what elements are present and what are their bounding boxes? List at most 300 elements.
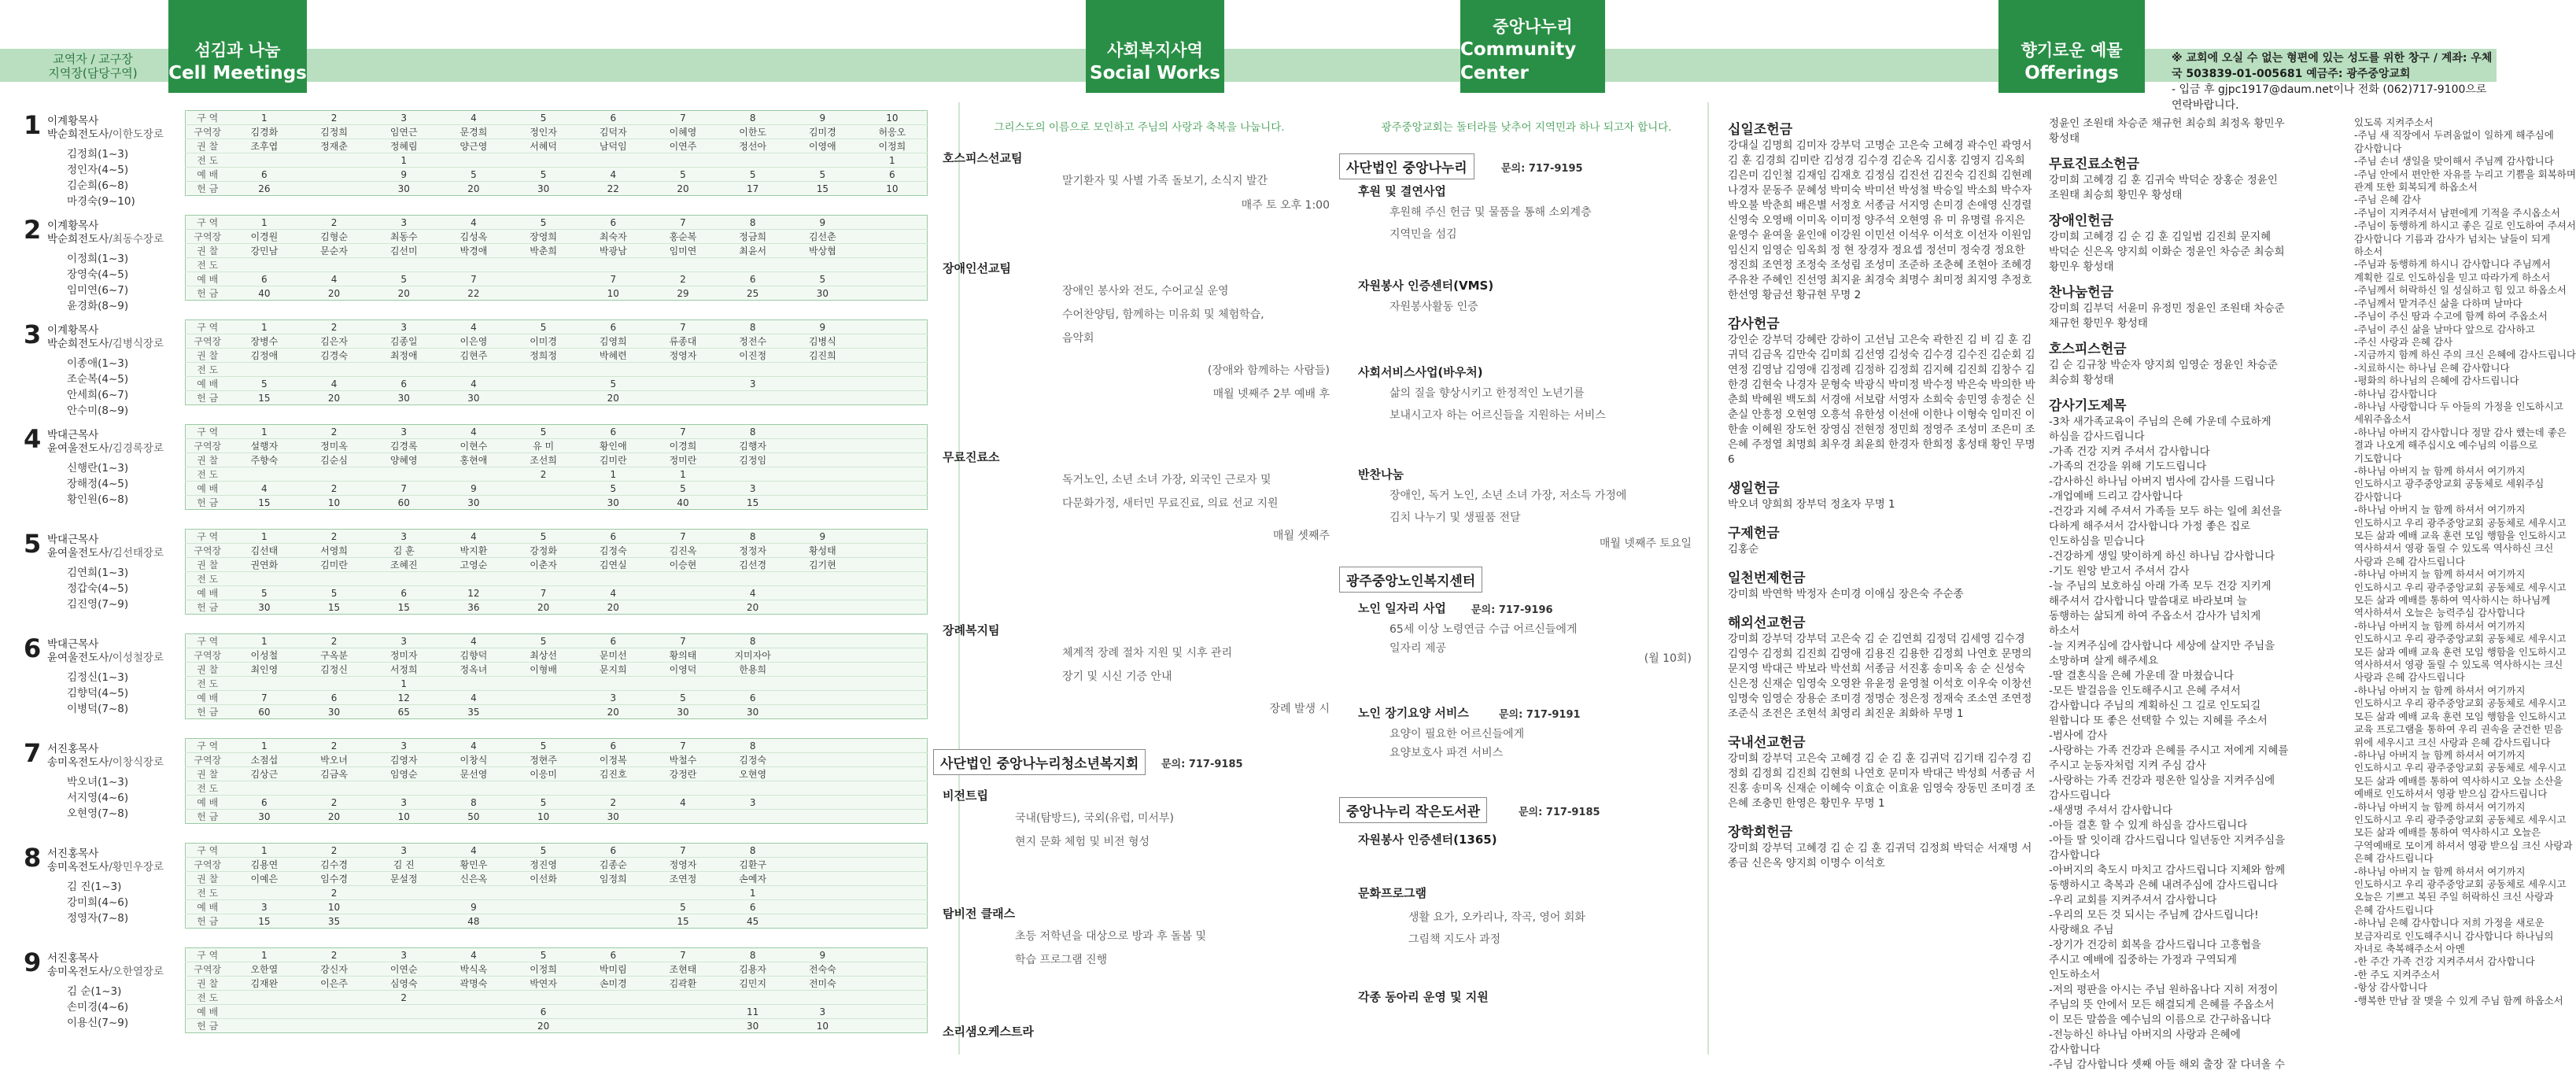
table-cell: 김진호	[578, 767, 648, 781]
prayer-line: 사랑과 은혜 감사드립니다	[2354, 555, 2465, 567]
leader-evangelist	[47, 966, 201, 979]
offering-line: -가족의 건강을 위해 기도드립니다	[2049, 460, 2207, 473]
table-row	[186, 425, 928, 439]
table-cell	[858, 349, 928, 363]
table-cell: 7	[648, 948, 718, 962]
prayer-line: 감사합니다	[2354, 142, 2402, 154]
table-cell: 김미경	[788, 125, 858, 139]
table-cell: 5	[648, 691, 718, 705]
leader-pastor: 서진홍목사	[47, 952, 99, 965]
row-label: 구역장	[186, 544, 230, 558]
table-cell	[788, 914, 858, 929]
table-cell: 20	[327, 287, 341, 299]
table-cell: 9	[788, 216, 858, 230]
table-cell	[648, 600, 718, 615]
prayer-line: -주님 손녀 생일을 맞이해서 주님께 감사합니다	[2354, 155, 2554, 168]
tab-cell-meetings	[168, 0, 307, 93]
table-cell: 4	[439, 111, 509, 125]
table-cell: 김진옥	[648, 544, 718, 558]
table-cell: 정영자	[648, 858, 718, 872]
member-line: 장해정(4~5)	[67, 478, 129, 490]
table-cell	[439, 153, 509, 168]
table-cell	[508, 258, 578, 272]
offering-line: 소망하며 살게 해주세요	[2049, 655, 2158, 667]
prayer-line: -하나님 아버지 늘 함께 하셔서 여기까지	[2354, 504, 2526, 516]
prayer-line: -지금까지 함께 하신 주의 크신 은혜에 감사드립니다	[2354, 349, 2576, 361]
table-cell: 곽명숙	[439, 977, 509, 991]
table-cell	[858, 796, 928, 810]
table-cell: 50	[467, 811, 480, 822]
table-cell: 8	[718, 320, 788, 334]
table-cell: 7	[648, 425, 718, 439]
table-cell	[788, 391, 858, 405]
prayer-line: -주님 안에서 편안한 자유를 누리고 기쁨을 회복하며	[2354, 168, 2576, 180]
prayer-line: -하나님 아버지 늘 함께 하셔서 여기까지	[2354, 568, 2526, 581]
offering-title: 호스피스헌금	[2049, 342, 2127, 357]
offering-line: 동행하는 삶되게 하여 주옵소서 감사가 넘치게	[2049, 610, 2261, 622]
table-cell: 김선춘	[788, 230, 858, 244]
community-section-title: 자원봉사 인증센터(VMS)	[1358, 279, 1494, 293]
table-row	[186, 558, 928, 572]
table-cell: 6	[230, 272, 300, 286]
table-cell	[299, 781, 369, 796]
table-cell: 7	[439, 272, 509, 286]
table-cell: 박광남	[578, 244, 648, 258]
table-cell: 최윤서	[718, 244, 788, 258]
table-cell: 김행자	[718, 439, 788, 453]
table-cell: 김상근	[230, 767, 300, 781]
cell-group-leader	[47, 429, 201, 456]
table-row	[186, 439, 928, 453]
offering-line: 해주셔서 감사합니다 말씀대로 바라보며 늘	[2049, 595, 2247, 607]
table-cell: 5	[578, 377, 648, 391]
member-line: 마경숙(9~10)	[67, 195, 135, 208]
table-row	[186, 948, 928, 962]
table-cell: 오한열	[230, 962, 300, 977]
social-work-schedule: (장애와 함께하는 사람들)	[1207, 364, 1330, 377]
offering-names: 김홍순	[1728, 543, 1759, 556]
table-cell	[858, 230, 928, 244]
row-label: 전 도	[186, 886, 230, 900]
table-cell: 5	[648, 482, 718, 496]
table-cell: 8	[718, 948, 788, 962]
table-cell: 15	[327, 601, 341, 613]
table-cell	[858, 320, 928, 334]
prayer-line: -행복한 만남 잘 맺을 수 있게 주님 함께 하옵소서	[2354, 994, 2563, 1006]
prayer-line: -주님께서 허락하신 일 성실하고 힘 있고 하옵소서	[2354, 284, 2567, 297]
cell-group-leader	[47, 743, 201, 770]
table-cell: 김영자	[369, 753, 439, 767]
table-cell: 5	[369, 272, 439, 286]
table-cell: 정영자	[648, 349, 718, 363]
leader-pastor: 서진홍목사	[47, 848, 99, 860]
row-label: 권 찰	[186, 872, 230, 886]
row-label: 헌 금	[197, 393, 219, 404]
tab-cell-meetings-ko: 섬김과 나눔	[194, 41, 281, 60]
table-cell	[788, 810, 858, 824]
prayer-line: 모든 삶과 예배를 통하여 역사하시고 오늘은	[2354, 826, 2541, 839]
table-cell: 4	[439, 739, 509, 753]
row-label: 헌 금	[197, 916, 219, 927]
offering-line: -건강하게 생일 맞이하게 하신 하나님 감사합니다	[2049, 550, 2275, 563]
prayer-line: 은혜 감사드립니다	[2354, 852, 2434, 865]
table-cell: 정미란	[648, 453, 718, 467]
table-cell: 김영희	[578, 334, 648, 349]
cell-group-members	[67, 670, 201, 717]
community-section-line: 요양이 필요한 어르신들에게	[1389, 728, 1525, 740]
table-cell	[578, 363, 648, 377]
social-work-line: 체계적 장례 절차 지원 및 시후 관리	[1062, 647, 1233, 659]
youth-program-line: 현지 문화 체험 및 비전 형성	[1015, 836, 1150, 848]
table-cell	[718, 991, 788, 1005]
table-cell: 7	[230, 691, 300, 705]
offering-line: 감사합니다 주님의 계획하신 그 길로 인도되길	[2049, 700, 2261, 712]
table-cell: 임정희	[578, 872, 648, 886]
table-cell: 김선미	[369, 244, 439, 258]
table-cell: 6	[718, 691, 788, 705]
cell-group-leader	[47, 952, 201, 979]
prayer-line: -주님이 주신 삶을 날마다 앞으로 감사하고	[2354, 323, 2535, 335]
table-cell	[439, 572, 509, 586]
table-cell: 8	[718, 425, 788, 439]
cell-group	[24, 110, 947, 220]
prayer-line: -하나님 아버지 감사합니다 정말 감사 했는데 좋은	[2354, 426, 2567, 438]
community-section-line: 지역민을 섬김	[1389, 228, 1457, 241]
table-cell: 7	[648, 216, 718, 230]
tab-offerings-en: Offerings	[2024, 63, 2119, 83]
table-cell: 9	[439, 900, 509, 914]
table-cell: 김정숙	[718, 753, 788, 767]
youth-program-line: 국내(탐방드), 국외(유럽, 미서부)	[1015, 812, 1174, 825]
table-cell	[858, 496, 928, 510]
offerings-column-2	[2049, 116, 2348, 1082]
prayer-line: 있도록 지켜주소서	[2354, 116, 2434, 128]
table-row	[186, 991, 928, 1005]
table-cell	[858, 781, 928, 796]
table-cell: 3	[718, 482, 788, 496]
member-line: 정인자(4~5)	[67, 164, 129, 176]
offering-title: 구제헌금	[1728, 526, 1780, 541]
senior-welfare-org: 광주중앙노인복지센터	[1339, 567, 1482, 593]
prayer-line: 모든 삶과 예배를 통하여 역사하시고 오늘 소산을	[2354, 774, 2563, 787]
member-line: 김연희(1~3)	[67, 567, 129, 579]
social-work-category: 장례복지팀	[943, 623, 1000, 637]
prayer-line: 결과 나오게 해주십시오 예수님의 이름으로	[2354, 439, 2538, 452]
table-cell: 6	[369, 586, 439, 600]
row-label: 구역장	[186, 230, 230, 244]
table-cell: 김경숙	[299, 349, 369, 363]
row-label: 전 도	[186, 572, 230, 586]
community-section-line: 후원해 주신 헌금 및 물품을 통해 소외계층	[1389, 206, 1592, 219]
row-label: 전 도	[186, 467, 230, 482]
table-cell	[508, 900, 578, 914]
table-cell: 2	[299, 948, 369, 962]
leader-pastor: 서진홍목사	[47, 743, 99, 755]
table-cell	[648, 391, 718, 405]
table-cell: 이영애	[788, 139, 858, 153]
table-cell: 정정자	[718, 544, 788, 558]
row-label: 전 도	[186, 991, 230, 1005]
table-row	[186, 334, 928, 349]
table-cell: 이응미	[508, 767, 578, 781]
offering-names: 강미희 강부덕 강부덕 고은숙 김 순 김연희 김정덕 김세영 김수경 김영수 김정희 김진희 김영애 김용진 김용한 김정희 나연호 문명의 문지영 박대근 박보라 박선희 서종금 서진홍 송미옥 송 순 신성숙 신은정 신재순 임영숙 오영완 유윤정 윤영철 이석호 이우숙 이창선 임명숙 임영순 장용순 조미경 정명순 정은정 정재숙 조소연 조연정 조준식 조전은 조현석 최영리 최진운 최화하 무명 1	[1728, 633, 2032, 720]
table-cell	[858, 425, 928, 439]
offering-title: 무료진료소헌금	[2049, 157, 2139, 172]
social-work-line: 독거노인, 소년 소녀 가장, 외국인 근로자 및	[1062, 474, 1271, 486]
table-cell: 22	[467, 287, 480, 299]
table-cell: 4	[230, 482, 300, 496]
community-section-title: 문화프로그램	[1358, 886, 1426, 900]
row-label: 구 역	[186, 320, 230, 334]
offering-line: 최승희 황성태	[2049, 374, 2114, 386]
table-cell: 김미란	[299, 558, 369, 572]
table-cell: 3	[369, 530, 439, 544]
table-cell: 정재춘	[299, 139, 369, 153]
table-cell: 허응오	[858, 125, 928, 139]
leader-evangelist-name: 송미옥전도사	[47, 756, 109, 769]
table-cell: 정혜림	[369, 139, 439, 153]
prayer-line: 인도하시고 우리 광주중앙교회 공동체로 세우시고	[2354, 633, 2567, 645]
table-cell: 소점섭	[230, 753, 300, 767]
table-cell: 2	[508, 467, 578, 482]
offering-title: 십일조헌금	[1728, 122, 1793, 138]
offering-line: -개업예배 드리고 감사합니다	[2049, 490, 2183, 503]
table-cell	[858, 962, 928, 977]
table-cell	[578, 781, 648, 796]
table-cell: 3	[369, 320, 439, 334]
table-cell: 이정희	[858, 139, 928, 153]
leader-evangelist	[47, 756, 201, 770]
prayer-line: -주님이 동행하게 하시고 좋은 길로 인도하여 주셔서	[2354, 220, 2576, 232]
offering-title: 찬나눔헌금	[2049, 285, 2114, 301]
table-cell	[299, 467, 369, 482]
table-cell: 김기현	[788, 558, 858, 572]
table-row	[186, 600, 928, 615]
table-cell	[788, 600, 858, 615]
offering-block	[1728, 734, 2039, 811]
offering-line: -아들 딸 잇이래 감사드립니다 일년동안 지켜주심을	[2049, 834, 2286, 847]
table-row	[186, 286, 928, 301]
prayer-line: -한 주간 가족 건강 지켜주셔서 감사합니다	[2354, 955, 2535, 968]
table-cell: 김진희	[788, 349, 858, 363]
table-cell	[858, 1019, 928, 1033]
member-line: 임미연(6~7)	[67, 284, 129, 297]
table-cell	[508, 391, 578, 405]
table-cell	[858, 753, 928, 767]
offering-line: -사랑하는 가족 건강과 평온한 일상을 지켜주심에	[2049, 774, 2275, 787]
table-cell: 5	[648, 900, 718, 914]
left-label-title: 교역자 / 교구장	[53, 52, 133, 66]
table-cell: 9	[788, 948, 858, 962]
table-cell	[858, 244, 928, 258]
offering-line: 박덕순 신은옥 양지희 이화순 정윤인 차승준 최승희	[2049, 246, 2285, 258]
notice-line-2: - 입금 후 gjpc1917@daum.net이나 전화 (062)717-9100으로 연락바랍니다.	[2172, 83, 2487, 112]
offering-line: -늘 주님의 보호하심 아래 가족 모두 건강 지키게	[2049, 580, 2272, 593]
table-cell: 2	[299, 482, 369, 496]
table-cell	[788, 425, 858, 439]
community-section-title: 후원 및 결연사업	[1358, 184, 1446, 198]
row-label: 구 역	[186, 634, 230, 648]
table-cell	[858, 272, 928, 286]
table-cell	[439, 781, 509, 796]
table-cell: 8	[718, 111, 788, 125]
community-section-title: 노인 일자리 사업	[1358, 601, 1446, 615]
table-cell: 문경희	[439, 125, 509, 139]
member-line: 김 순(1~3)	[67, 985, 122, 998]
offering-line: -새생명 주셔서 감사합니다	[2049, 804, 2172, 817]
cell-group	[24, 843, 947, 953]
table-cell: 5	[299, 586, 369, 600]
table-cell	[578, 991, 648, 1005]
table-cell: 최숙자	[578, 230, 648, 244]
table-cell	[230, 153, 300, 168]
tab-offerings	[1998, 0, 2145, 93]
table-cell: 2	[299, 530, 369, 544]
table-row	[186, 796, 928, 810]
table-cell	[858, 286, 928, 301]
table-row	[186, 139, 928, 153]
community-section-title: 반찬나눔	[1358, 467, 1404, 482]
table-cell: 2	[648, 272, 718, 286]
table-cell	[369, 900, 439, 914]
table-cell	[648, 810, 718, 824]
table-cell: 6	[578, 634, 648, 648]
cell-group-members	[67, 774, 201, 822]
table-cell: 최동수	[369, 230, 439, 244]
table-cell: 20	[607, 706, 619, 718]
table-cell	[508, 496, 578, 510]
table-cell: 5	[788, 168, 858, 182]
offering-line: 강미희 고혜경 김 훈 김귀숙 박덕순 장홍순 정윤인	[2049, 174, 2278, 186]
table-cell: 김순심	[299, 453, 369, 467]
table-cell: 김정신	[299, 663, 369, 677]
social-work-category: 장애인선교팀	[943, 261, 1011, 275]
table-cell	[508, 677, 578, 691]
prayer-line: 인도하시고 광주중앙교회 공동체로 세워주심	[2354, 478, 2545, 490]
offering-line: -아버지의 축도시 마치고 감사드립니다 지체와 함께	[2049, 864, 2286, 877]
row-label: 예 배	[186, 377, 230, 391]
leader-evangelist-name: 박순희전도사	[47, 233, 109, 246]
youth-welfare-phone: 문의: 717-9185	[1161, 759, 1243, 770]
table-cell: 박혜련	[578, 349, 648, 363]
offering-block	[2049, 212, 2348, 275]
table-cell: 7	[648, 320, 718, 334]
member-line: 강미희(4~6)	[67, 896, 129, 909]
leader-evangelist-name: 윤여울전도사	[47, 442, 109, 455]
table-cell	[230, 1019, 300, 1033]
table-cell	[858, 739, 928, 753]
table-cell: 박상협	[788, 244, 858, 258]
prayer-line: -한 주도 지켜주소서	[2354, 968, 2441, 980]
table-cell: 3	[369, 796, 439, 810]
table-cell: 30	[537, 183, 550, 194]
tab-community-center-ko: 중앙나누리	[1493, 17, 1573, 36]
table-cell: 이형배	[508, 663, 578, 677]
table-cell: 6	[718, 272, 788, 286]
table-cell: 26	[258, 183, 271, 194]
table-cell	[858, 482, 928, 496]
offering-title: 감사기도제목	[2049, 398, 2127, 414]
table-cell: 7	[648, 634, 718, 648]
table-cell: 김성옥	[439, 230, 509, 244]
cell-group-members	[67, 356, 201, 419]
cell-group-leader	[47, 638, 201, 665]
cell-group-table	[185, 319, 928, 405]
leader-evangelist	[47, 547, 201, 560]
cell-group-number: 2	[24, 215, 42, 245]
table-cell	[858, 886, 928, 900]
offering-block	[2049, 156, 2348, 203]
row-label: 권 찰	[186, 558, 230, 572]
prayer-line: -하나님 아버지 늘 함께 하셔서 여기까지	[2354, 748, 2526, 761]
table-cell: 35	[327, 915, 341, 927]
table-cell	[369, 886, 439, 900]
offering-line: -3차 새가족교육이 주님의 은혜 가운데 수료하게	[2049, 415, 2272, 428]
cell-group-table	[185, 215, 928, 301]
table-cell: 임미연	[648, 244, 718, 258]
library-org-phone: 문의: 717-9185	[1519, 807, 1600, 818]
tab-offerings-ko: 향기로운 예물	[2021, 41, 2123, 60]
table-cell	[648, 377, 718, 391]
table-cell: 30	[816, 287, 829, 299]
table-cell	[788, 900, 858, 914]
table-cell: 5	[578, 482, 648, 496]
header-left-label	[46, 52, 140, 80]
table-row	[186, 244, 928, 258]
table-cell	[369, 1005, 439, 1019]
prayer-line: 하소서	[2354, 246, 2383, 258]
table-row	[186, 125, 928, 139]
table-cell: 9	[369, 168, 439, 182]
community-section-line: 삶의 질을 향상시키고 한정적인 노년기를	[1389, 387, 1585, 400]
table-row	[186, 349, 928, 363]
table-row	[186, 482, 928, 496]
prayer-line: 위에 세우시고 크신 사랑과 은혜 감사드립니다	[2354, 736, 2551, 748]
table-cell: 김연실	[578, 558, 648, 572]
table-row	[186, 272, 928, 286]
table-cell: 5	[508, 739, 578, 753]
table-row	[186, 168, 928, 182]
table-cell: 조선희	[508, 453, 578, 467]
table-cell: 20	[607, 601, 619, 613]
table-cell	[858, 900, 928, 914]
table-cell	[439, 467, 509, 482]
table-cell: 7	[648, 844, 718, 858]
table-cell: 남덕임	[578, 139, 648, 153]
table-row	[186, 216, 928, 230]
table-cell: 3	[718, 796, 788, 810]
table-cell: 김정숙	[578, 544, 648, 558]
table-cell	[788, 663, 858, 677]
table-cell	[230, 677, 300, 691]
table-cell: 20	[747, 601, 759, 613]
table-row	[186, 962, 928, 977]
community-section-phone: 문의: 717-9196	[1471, 604, 1553, 616]
table-cell: 8	[718, 530, 788, 544]
table-cell	[858, 767, 928, 781]
table-cell	[858, 572, 928, 586]
table-cell	[230, 781, 300, 796]
offering-line: -우리 교회를 지켜주셔서 감사합니다	[2049, 894, 2217, 907]
social-works-intro: 그리스도의 이름으로 모인하고 주님의 사랑과 축복을 나눕니다.	[994, 121, 1285, 134]
offering-line: 사랑해요 주님	[2049, 924, 2114, 936]
community-section-title: 각종 동아리 운영 및 지원	[1358, 990, 1489, 1004]
table-cell	[508, 153, 578, 168]
table-cell: 김정애	[230, 349, 300, 363]
table-cell	[788, 886, 858, 900]
prayer-line: -주님 새 직장에서 두려움없이 일하게 해주심에	[2354, 129, 2554, 142]
table-cell	[439, 258, 509, 272]
